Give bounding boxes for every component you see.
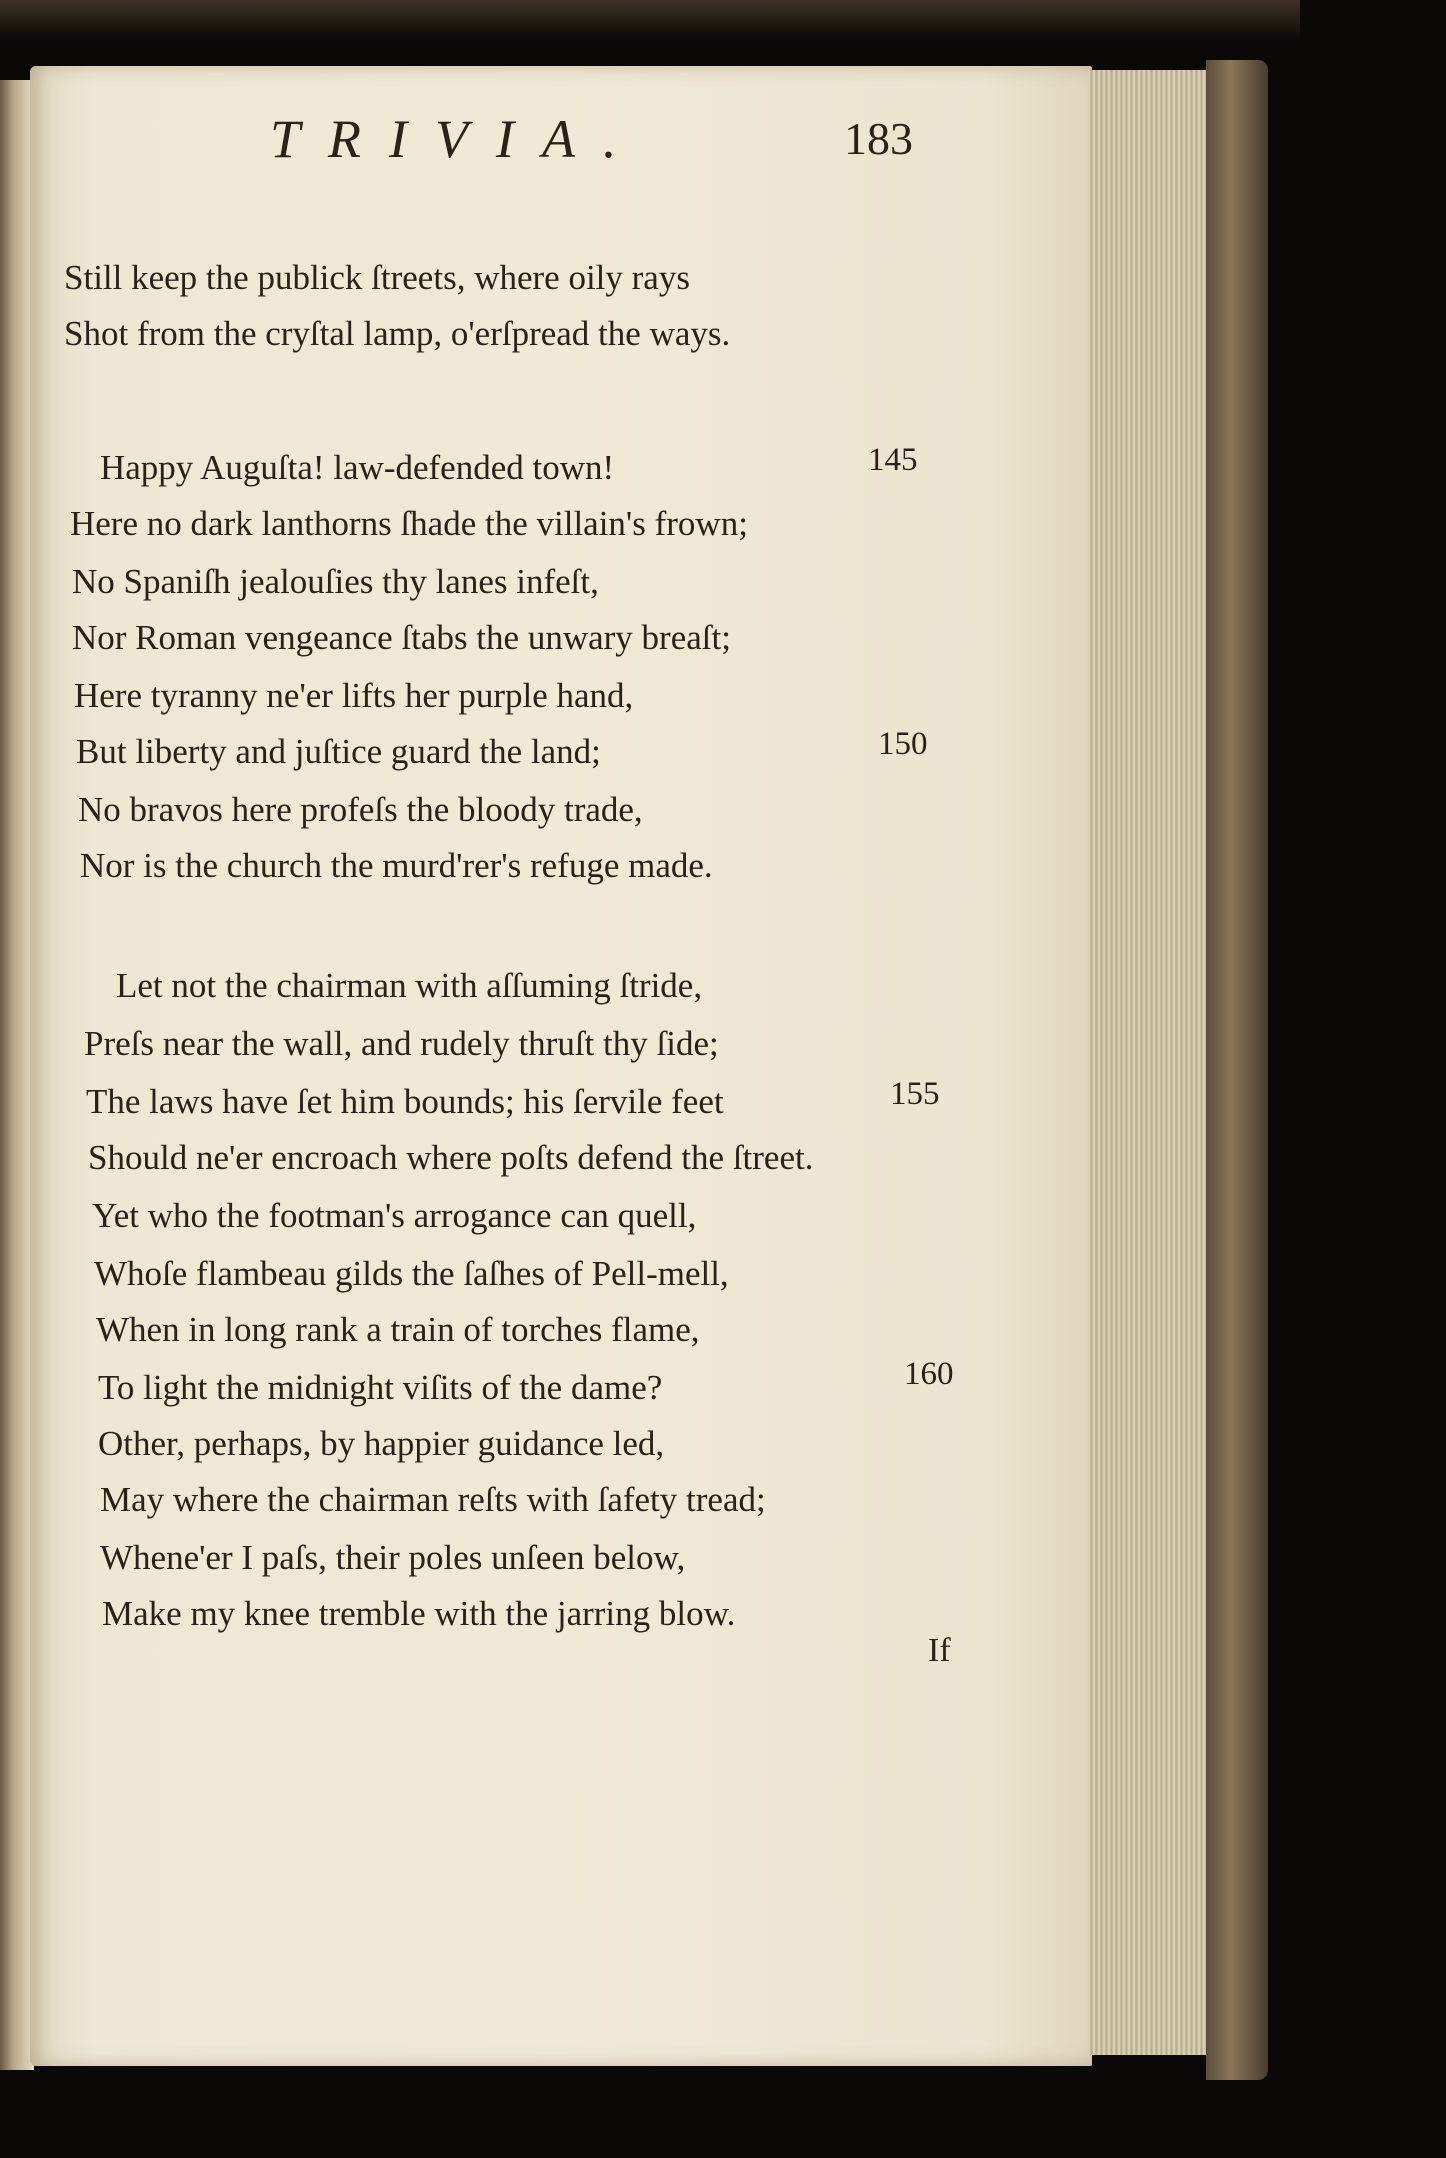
verse-line: Let not the chairman with aſſuming ſtride, <box>116 966 703 1005</box>
verse-line: May where the chairman reſts with ſafety tread; <box>100 1480 766 1519</box>
catchword: If <box>928 1632 951 1669</box>
verse-line: Here no dark lanthorns ſhade the villain's frown; <box>70 504 748 543</box>
verse-line: Whene'er I paſs, their poles unſeen below, <box>100 1538 686 1577</box>
verse-line: Other, perhaps, by happier guidance led, <box>98 1424 665 1463</box>
page-number: 183 <box>844 113 913 164</box>
verse-line: Happy Auguſta! law-defended town! <box>100 448 615 487</box>
running-title: TRIVIA. <box>270 109 645 169</box>
line-number: 155 <box>890 1076 940 1112</box>
verse-line: Yet who the footman's arrogance can quell, <box>92 1196 697 1235</box>
verse-line: Preſs near the wall, and rudely thruſt thy ſide; <box>84 1024 719 1063</box>
verse-line: The laws have ſet him bounds; his ſervile feet <box>86 1082 724 1121</box>
top-shadow <box>0 0 1300 40</box>
verse-line: To light the midnight viſits of the dame? <box>98 1368 663 1407</box>
book-cover <box>1206 60 1268 2080</box>
verse-line: But liberty and juſtice guard the land; <box>76 732 601 771</box>
line-number: 150 <box>878 726 928 762</box>
verse-line: Should ne'er encroach where poſts defend the ſtreet. <box>88 1138 814 1177</box>
verse-line: When in long rank a train of torches flame, <box>96 1310 700 1349</box>
verse-line: Here tyranny ne'er lifts her purple hand, <box>74 676 634 715</box>
book-page <box>30 66 1092 2066</box>
left-page-edge <box>0 80 34 2070</box>
verse-line: Whoſe flambeau gilds the ſaſhes of Pell-mell, <box>94 1254 729 1293</box>
verse-line: Nor is the church the murd'rer's refuge made. <box>80 846 713 885</box>
verse-line: Still keep the publick ſtreets, where oily rays <box>64 258 690 297</box>
verse-line: No Spaniſh jealouſies thy lanes infeſt, <box>72 562 599 601</box>
line-number: 160 <box>904 1356 954 1392</box>
line-number: 145 <box>868 442 918 478</box>
verse-line: Shot from the cryſtal lamp, o'erſpread the ways. <box>64 314 731 353</box>
book <box>0 60 1300 2100</box>
verse-line: Make my knee tremble with the jarring blow. <box>102 1594 736 1633</box>
page-edges <box>1088 70 1208 2055</box>
verse-line: No bravos here profeſs the bloody trade, <box>78 790 643 829</box>
verse-line: Nor Roman vengeance ſtabs the unwary breaſt; <box>72 618 731 657</box>
